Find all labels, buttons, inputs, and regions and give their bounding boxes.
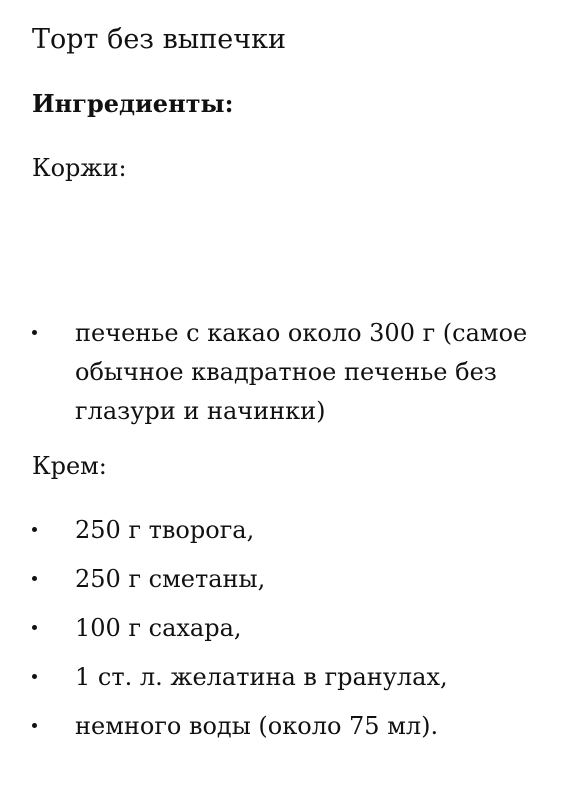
- list-item: [32, 609, 552, 648]
- list-item: [32, 658, 552, 697]
- krem-ingredient-list: [32, 511, 552, 756]
- bullet-icon: [32, 674, 37, 679]
- bullet-icon: [32, 723, 37, 728]
- ingredient-text: печенье с какао около 300 г (самое обычное квадратное печенье без глазури и начинки): [75, 319, 528, 425]
- ingredient-text: 1 ст. л. желатина в гранулах,: [75, 663, 448, 691]
- list-item: [32, 560, 552, 599]
- ingredient-text: 250 г творога,: [75, 516, 255, 544]
- list-item: [32, 511, 552, 550]
- ingredient-text: 250 г сметаны,: [75, 565, 266, 593]
- list-item: [32, 707, 552, 746]
- bullet-icon: [32, 527, 37, 532]
- section-label-krem: Крем:: [32, 452, 107, 480]
- recipe-title: Торт без выпечки: [32, 24, 286, 55]
- section-label-korzhi: Коржи:: [32, 154, 127, 182]
- ingredient-text: 100 г сахара,: [75, 614, 242, 642]
- ingredient-text: немного воды (около 75 мл).: [75, 712, 439, 740]
- bullet-icon: [32, 576, 37, 581]
- ingredients-heading: Ингредиенты:: [32, 89, 234, 118]
- bullet-icon: [32, 625, 37, 630]
- korzhi-ingredient-list: [32, 314, 552, 431]
- list-item: [32, 314, 552, 431]
- bullet-icon: [32, 330, 37, 335]
